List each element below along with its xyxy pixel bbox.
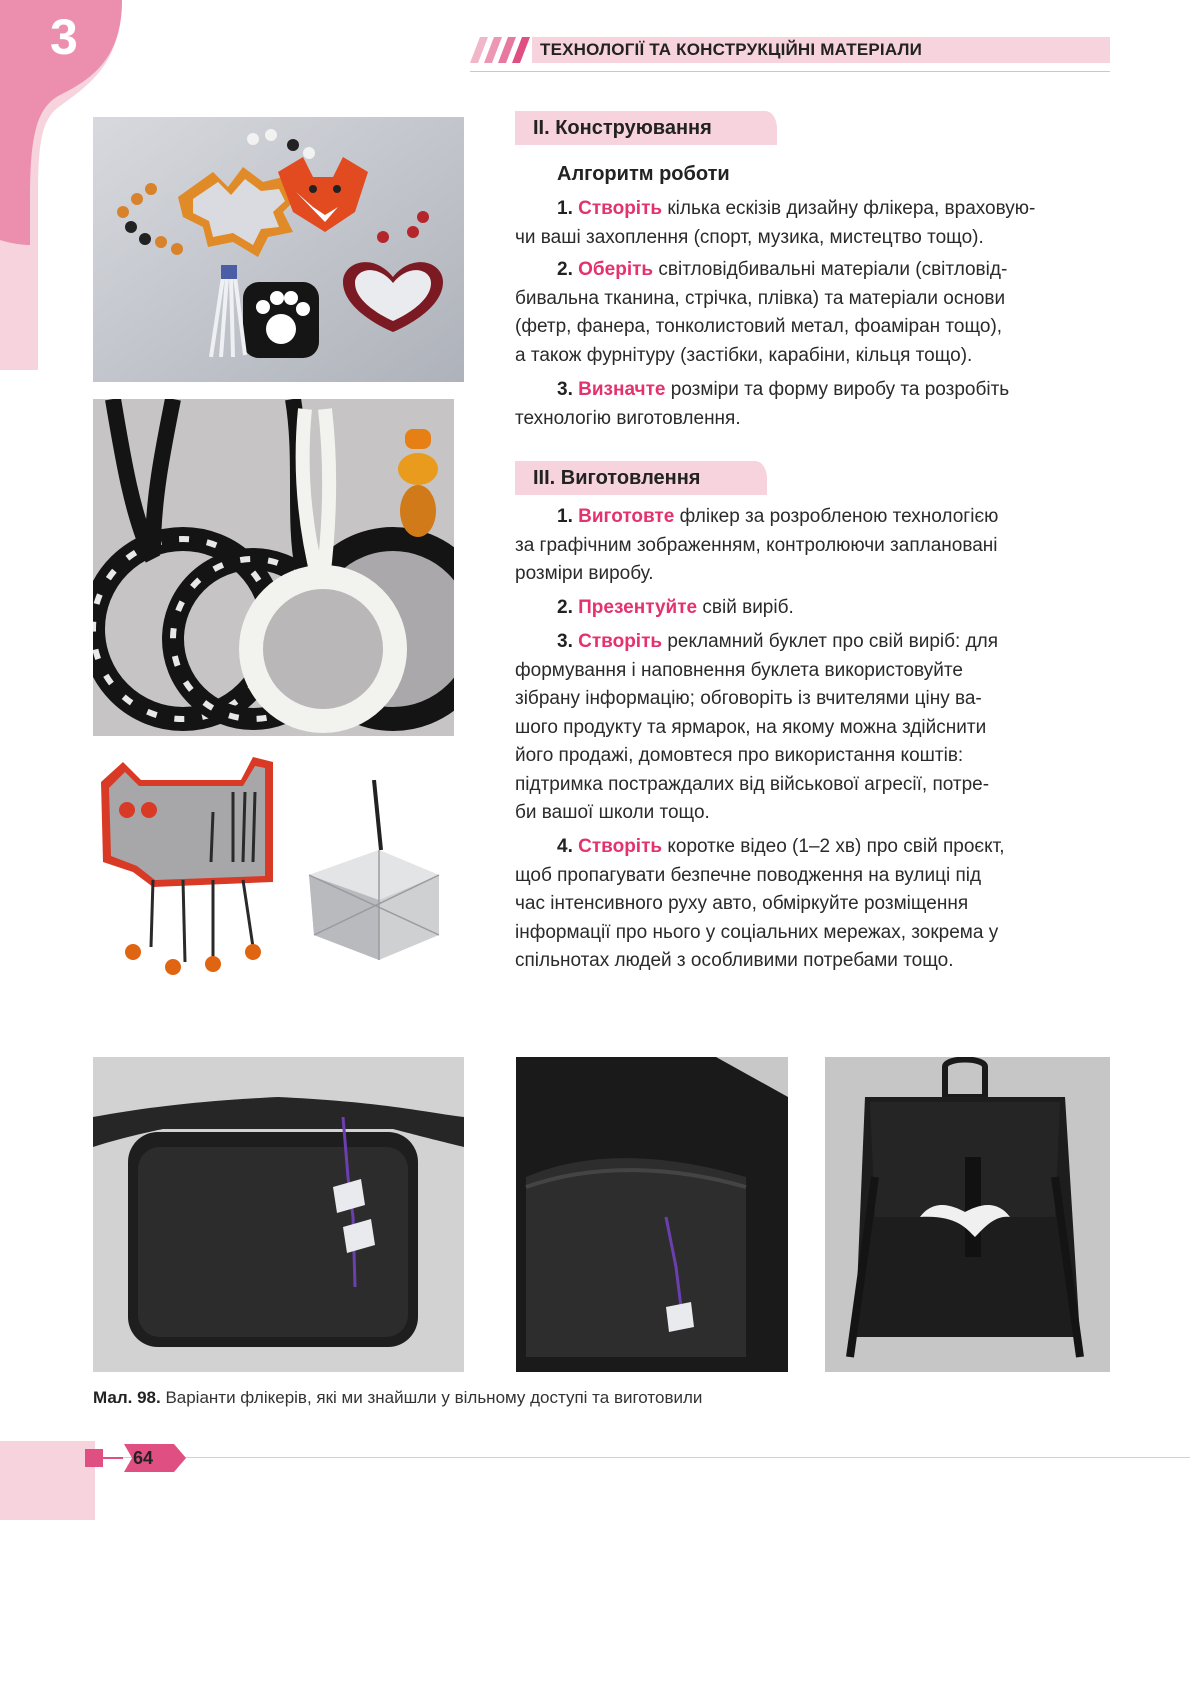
algorithm-subheading: Алгоритм роботи <box>557 163 730 185</box>
section-title-construction: II. Конструювання <box>515 111 795 145</box>
section3-item-1: 1. Виготовте флікер за розробленою технологією за графічним зображенням, контролюючи заплановані розміри виробу. <box>515 506 999 584</box>
footer-divider <box>93 1457 1190 1458</box>
section3-item-4: 4. Створіть коротке відео (1–2 хв) про свій проєкт, щоб пропагувати безпечне поводження на вулиці під час інтенсивного руху авто, обміркуйте розміщення інформації про нього у соціальних мережах, зокрема у спільнотах людей з особливими потребами тощо. <box>515 836 1005 971</box>
section2-item-1: 1. Створіть кілька ескізів дизайну флікера, враховую- чи ваші захоплення (спорт, музика, мистецтво тощо). <box>515 198 1036 248</box>
footer-block <box>0 1441 95 1520</box>
photo-crochet-flickers <box>93 399 454 736</box>
section2-item-3: 3. Визначте розміри та форму виробу та розробіть технологію виготовлення. <box>515 379 1010 429</box>
figure-caption-text: Варіанти флікерів, які ми знайшли у вільному доступі та виготовили <box>165 1388 703 1407</box>
photo-bag-with-flicker <box>93 1057 464 1372</box>
page-number: 64 <box>133 1448 154 1468</box>
page-header-title: ТЕХНОЛОГІЇ ТА КОНСТРУКЦІЙНІ МАТЕРІАЛИ <box>540 40 923 59</box>
photo-reflective-cube <box>299 780 454 967</box>
section3-item-2: 2. Презентуйте свій виріб. <box>557 597 794 618</box>
figure-caption-label: Мал. 98. <box>93 1388 161 1407</box>
chapter-number: 3 <box>50 9 78 65</box>
section-title-production: III. Виготовлення <box>515 461 785 495</box>
header-stripes <box>470 37 538 63</box>
footer-square-marker <box>85 1449 103 1467</box>
header-divider <box>470 71 1110 72</box>
figure-caption <box>93 1388 702 1408</box>
photo-cat-flicker <box>93 752 286 997</box>
section3-item-3: 3. Створіть рекламний буклет про свій виріб: для формування і наповнення буклета використовуйте зібрану інформацію; обговоріть із вчителями ціну ва- шого продукту та ярмарок, на якому можна здійснити його продажі, домовтеся про використання коштів: підтримка постраждалих від військової агресії, потре- би вашої школи тощо. <box>515 631 999 823</box>
photo-backpack-side <box>516 1057 788 1372</box>
section2-item-2: 2. Оберіть світловідбивальні матеріали (світловід- бивальна тканина, стрічка, плівка) та матеріали основи (фетр, фанера, тонколистовий метал, фоаміран тощо), а також фурнітуру (застібки, карабіни, кільця тощо). <box>515 259 1008 366</box>
photo-backpack-bat-flicker <box>825 1057 1110 1372</box>
photo-assorted-flickers <box>93 117 464 382</box>
